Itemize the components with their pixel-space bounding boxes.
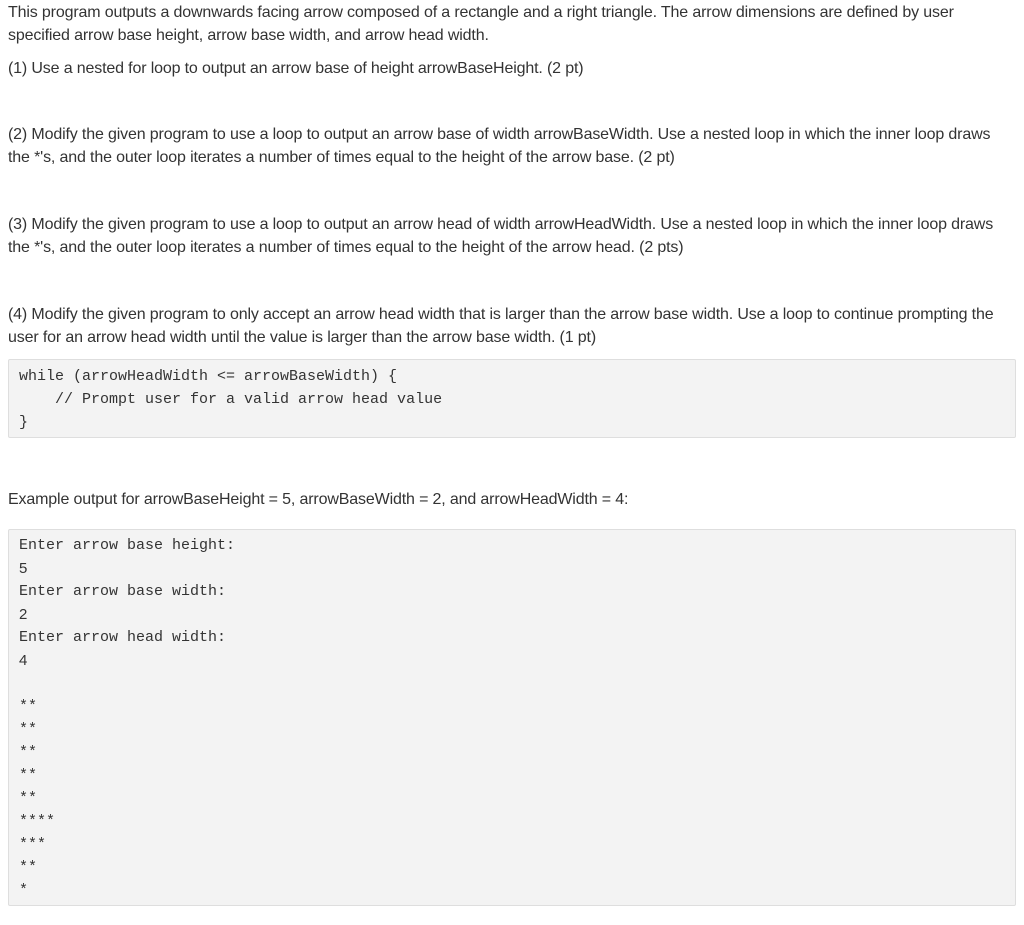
- arrow-line: **: [19, 744, 38, 761]
- arrow-line: **: [19, 767, 38, 784]
- arrow-line: **: [19, 859, 38, 876]
- output-prompt: Enter arrow head width:: [19, 629, 227, 646]
- code-line: // Prompt user for a valid arrow head value: [19, 391, 443, 408]
- code-line: }: [19, 414, 29, 431]
- arrow-line: **: [19, 698, 38, 715]
- intro-paragraph: This program outputs a downwards facing arrow composed of a rectangle and a right triangle. The arrow dimensions are defined by user specified arrow base height, arrow base width, and arrow head width.: [8, 4, 954, 44]
- example-heading: Example output for arrowBaseHeight = 5, arrowBaseWidth = 2, and arrowHeadWidth = 4:: [8, 491, 629, 508]
- step-1: (1) Use a nested for loop to output an arrow base of height arrowBaseHeight. (2 pt): [8, 60, 584, 77]
- blank-line: [19, 672, 1005, 695]
- arrow-line: ***: [19, 836, 47, 853]
- arrow-line: ****: [19, 813, 56, 830]
- arrow-line: **: [19, 790, 38, 807]
- output-prompt: Enter arrow base height:: [19, 537, 236, 554]
- assignment-page: [8, 0, 1016, 906]
- code-snippet: [8, 359, 1016, 438]
- example-output-block: [8, 529, 1016, 906]
- output-prompt: Enter arrow base width:: [19, 583, 227, 600]
- arrow-line: **: [19, 721, 38, 738]
- output-input: 4: [19, 652, 28, 669]
- step-4: (4) Modify the given program to only accept an arrow head width that is larger than the arrow base width. Use a loop to continue prompting the user for an arrow head width until the value is larger than the arrow base width. (1 pt): [8, 306, 994, 346]
- output-input: 2: [19, 606, 28, 623]
- arrow-line: *: [19, 882, 29, 899]
- code-line: while (arrowHeadWidth <= arrowBaseWidth) {: [19, 368, 398, 385]
- step-2: (2) Modify the given program to use a loop to output an arrow base of width arrowBaseWidth. Use a nested loop in which the inner loop draws the *'s, and the outer loop iterates a number of times equal to the height of the arrow base. (2 pt): [8, 126, 991, 166]
- output-input: 5: [19, 560, 28, 577]
- step-3: (3) Modify the given program to use a loop to output an arrow head of width arrowHeadWidth. Use a nested loop in which the inner loop draws the *'s, and the outer loop iterates a number of times equal to the height of the arrow head. (2 pts): [8, 216, 994, 256]
